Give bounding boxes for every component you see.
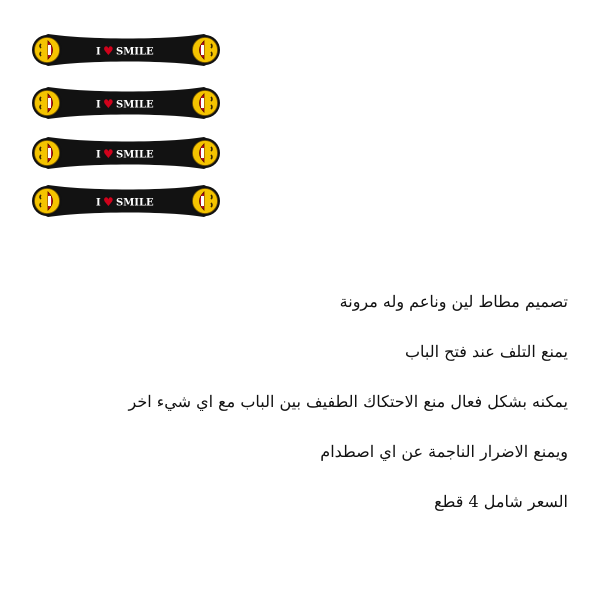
description-line-1: تصميم مطاط لين وناعم وله مرونة xyxy=(339,292,568,311)
door-stopper-4 xyxy=(28,181,224,221)
description-line-2: يمنع التلف عند فتح الباب xyxy=(404,342,568,361)
heart-icon: ♥ xyxy=(103,44,114,58)
door-stopper-2 xyxy=(28,83,224,123)
smiley-face-icon xyxy=(190,138,220,168)
heart-icon: ♥ xyxy=(103,195,114,209)
smiley-face-icon xyxy=(32,186,62,216)
description-line-3: يمكنه بشكل فعال منع الاحتكاك الطفيف بين الباب مع اي شيء اخر xyxy=(128,392,568,411)
product-description xyxy=(28,290,568,540)
band-prefix-text: I xyxy=(96,99,101,111)
smiley-face-icon xyxy=(190,35,220,65)
heart-icon: ♥ xyxy=(103,147,114,161)
band-smile-text: SMILE xyxy=(116,197,154,209)
heart-icon: ♥ xyxy=(103,97,114,111)
smiley-face-icon xyxy=(32,35,62,65)
band-smile-text: SMILE xyxy=(116,46,154,58)
smiley-face-icon xyxy=(32,138,62,168)
band-prefix-text: I xyxy=(96,46,101,58)
door-stopper-3 xyxy=(28,133,224,173)
smiley-face-icon xyxy=(190,186,220,216)
smiley-face-icon xyxy=(32,88,62,118)
door-stopper-graphic xyxy=(28,133,224,173)
smiley-face-icon xyxy=(190,88,220,118)
band-prefix-text: I xyxy=(96,197,101,209)
band-smile-text: SMILE xyxy=(116,99,154,111)
door-stopper-1 xyxy=(28,30,224,70)
description-line-5: السعر شامل 4 قطع xyxy=(434,492,568,511)
door-stopper-graphic xyxy=(28,181,224,221)
band-prefix-text: I xyxy=(96,149,101,161)
door-stopper-graphic xyxy=(28,83,224,123)
door-stopper-graphic xyxy=(28,30,224,70)
description-line-4: ويمنع الاضرار الناجمة عن اي اصطدام xyxy=(320,442,568,461)
band-smile-text: SMILE xyxy=(116,149,154,161)
